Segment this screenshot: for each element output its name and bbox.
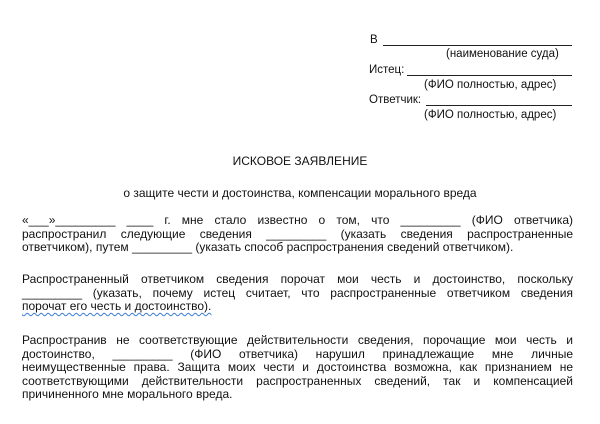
paragraph-line: Распространив не соответствующие действительности сведения, порочащие мои честь и	[22, 333, 573, 347]
paragraph-1	[22, 214, 573, 255]
paragraph-2	[22, 273, 573, 314]
plaintiff-blank[interactable]	[407, 75, 572, 76]
document-subtitle: о защите чести и достоинства, компенсации морального вреда	[123, 186, 477, 200]
court-hint: (наименование суда)	[446, 48, 559, 60]
paragraph-line: неимущественные права. Защита моих чести и достоинства возможна, как признанием не	[22, 360, 573, 374]
paragraph-line: _________ (указать, почему истец считает, что распространенные ответчиком сведения	[22, 285, 573, 300]
paragraph-line: порочат его честь и достоинство).	[22, 299, 212, 313]
plaintiff-hint: (ФИО полностью, адрес)	[424, 79, 557, 91]
paragraph-line: причиненного мне морального вреда.	[22, 387, 233, 401]
defendant-blank[interactable]	[426, 105, 572, 106]
paragraph-line: распространил следующие сведения _________ (указать сведения распространенные	[22, 226, 573, 241]
paragraph-line: достоинство, _________ (ФИО ответчика) нарушил принадлежащие мне личные	[22, 346, 573, 361]
court-line	[370, 33, 378, 47]
plaintiff-label: Истец:	[369, 64, 405, 76]
paragraph-line: ответчиком), путем _________ (указать способ распространения сведений ответчиком).	[22, 240, 514, 254]
document-title: ИСКОВОЕ ЗАЯВЛЕНИЕ	[232, 154, 368, 168]
defendant-hint: (ФИО полностью, адрес)	[424, 109, 557, 121]
paragraph-line: «___»_________ ____ г. мне стало известно о том, что _________ (ФИО ответчика)	[22, 213, 573, 227]
paragraph-line: Распространенный ответчиком сведения порочат мои честь и достоинство, поскольку	[22, 272, 573, 286]
paragraph-line: соответствующими действительности распространенных сведений, так и компенсацией	[22, 373, 573, 388]
court-prefix: В	[370, 34, 378, 46]
court-blank[interactable]	[383, 45, 572, 46]
defendant-label: Ответчик:	[369, 94, 422, 106]
paragraph-3	[22, 334, 573, 402]
